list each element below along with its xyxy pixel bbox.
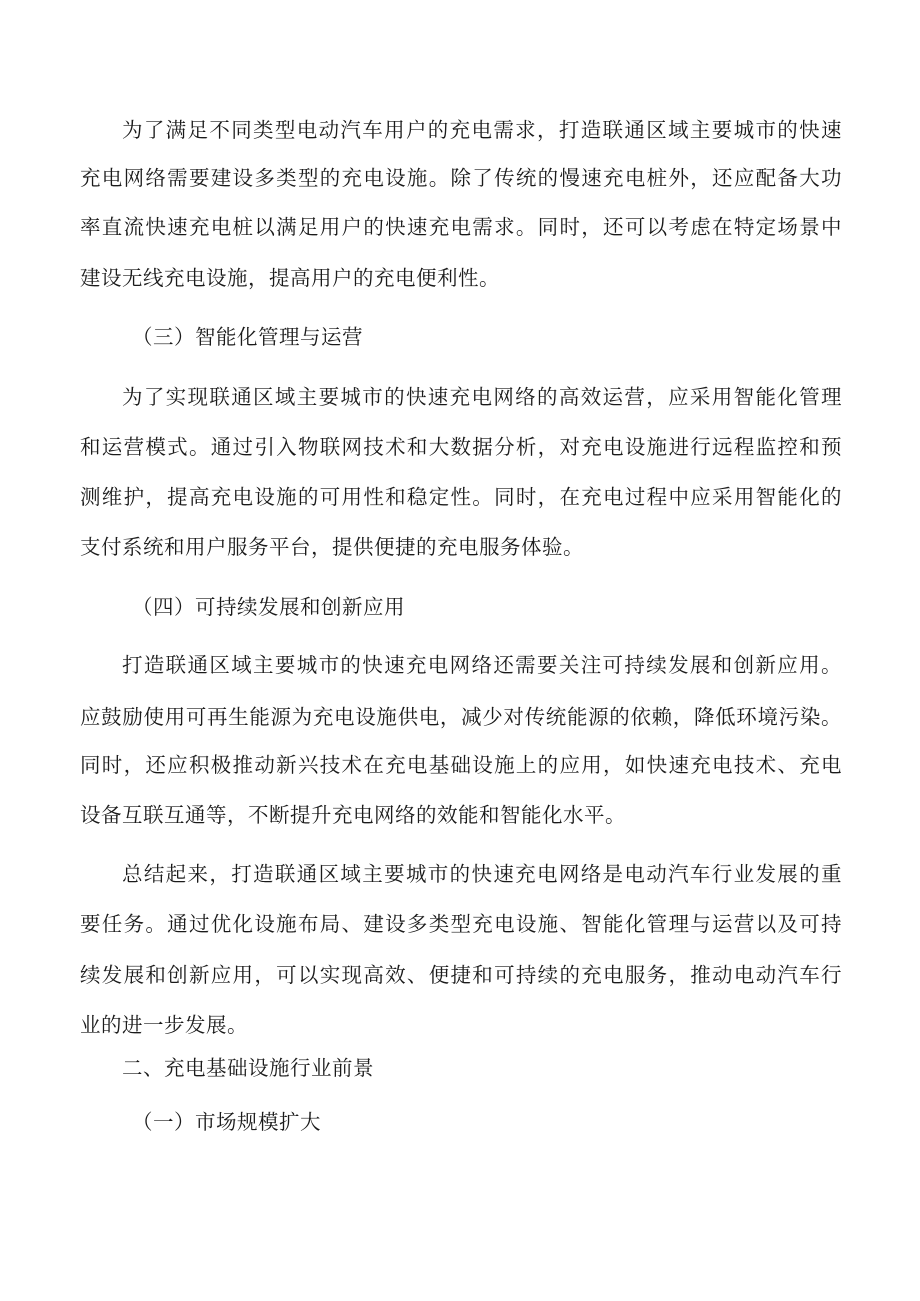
paragraph-line: 建设无线充电设施，提高用户的充电便利性。 bbox=[80, 266, 500, 290]
section-heading-market-expansion: （一）市场规模扩大 bbox=[132, 1110, 321, 1134]
paragraph-line: 率直流快速充电桩以满足用户的快速充电需求。同时，还可以考虑在特定场景中 bbox=[80, 215, 842, 239]
section-heading-intelligent-management: （三）智能化管理与运营 bbox=[132, 325, 363, 349]
paragraph-line: 打造联通区域主要城市的快速充电网络还需要关注可持续发展和创新应用。 bbox=[122, 653, 842, 677]
paragraph-line: 总结起来，打造联通区域主要城市的快速充电网络是电动汽车行业发展的重 bbox=[122, 862, 842, 886]
paragraph-line: 要任务。通过优化设施布局、建设多类型充电设施、智能化管理与运营以及可持 bbox=[80, 912, 842, 936]
paragraph-line: 充电网络需要建设多类型的充电设施。除了传统的慢速充电桩外，还应配备大功 bbox=[80, 166, 842, 190]
paragraph-line: 同时，还应积极推动新兴技术在充电基础设施上的应用，如快速充电技术、充电 bbox=[80, 753, 842, 777]
paragraph-line: 为了实现联通区域主要城市的快速充电网络的高效运营，应采用智能化管理 bbox=[122, 385, 842, 409]
paragraph-line: 为了满足不同类型电动汽车用户的充电需求，打造联通区域主要城市的快速 bbox=[122, 118, 842, 142]
paragraph-line: 应鼓励使用可再生能源为充电设施供电，减少对传统能源的依赖，降低环境污染。 bbox=[80, 705, 842, 729]
paragraph-line: 业的进一步发展。 bbox=[80, 1013, 248, 1037]
paragraph-line: 测维护，提高充电设施的可用性和稳定性。同时，在充电过程中应采用智能化的 bbox=[80, 485, 842, 509]
paragraph-line: 支付系统和用户服务平台，提供便捷的充电服务体验。 bbox=[80, 535, 584, 559]
paragraph-line: 和运营模式。通过引入物联网技术和大数据分析，对充电设施进行远程监控和预 bbox=[80, 435, 842, 459]
section-heading-sustainable-development: （四）可持续发展和创新应用 bbox=[132, 595, 405, 619]
paragraph-line: 续发展和创新应用，可以实现高效、便捷和可持续的充电服务，推动电动汽车行 bbox=[80, 963, 842, 987]
section-heading-industry-outlook: 二、充电基础设施行业前景 bbox=[122, 1056, 374, 1080]
paragraph-line: 设备互联互通等，不断提升充电网络的效能和智能化水平。 bbox=[80, 803, 626, 827]
